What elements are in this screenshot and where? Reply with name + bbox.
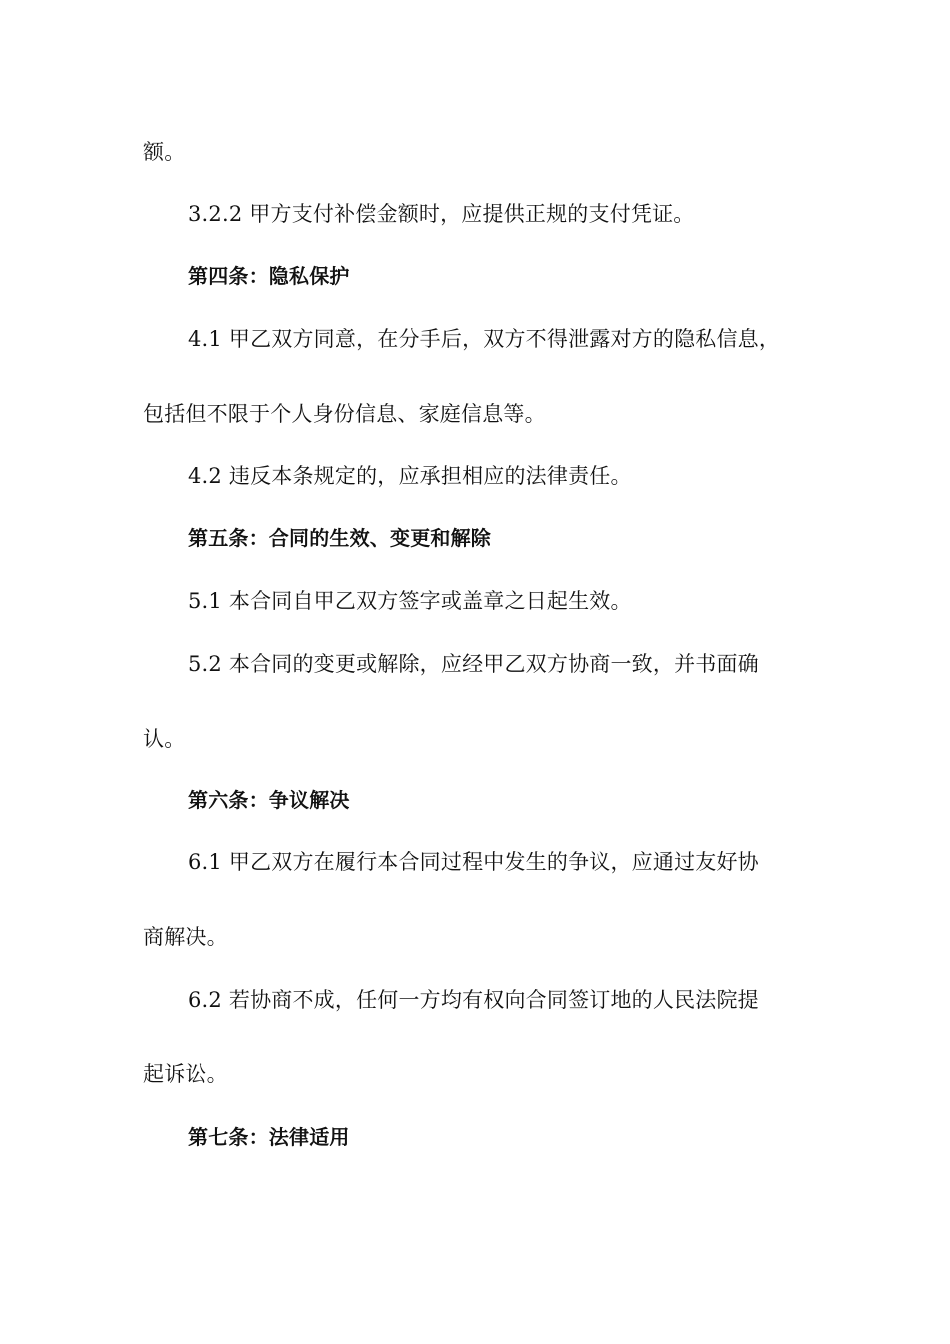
clause-6-2: 6.2 若协商不成，任何一方均有权向合同签订地的人民法院提 [188,988,759,1012]
clause-4-2: 4.2 违反本条规定的，应承担相应的法律责任。 [188,464,632,488]
clause-6-1: 6.1 甲乙双方在履行本合同过程中发生的争议，应通过友好协 [188,850,759,874]
article-4-heading: 第四条：隐私保护 [188,264,350,288]
clause-5-2: 5.2 本合同的变更或解除，应经甲乙双方协商一致，并书面确 [188,652,759,676]
clause-4-1: 4.1 甲乙双方同意，在分手后，双方不得泄露对方的隐私信息， [188,327,781,351]
text-line-amount-end: 额。 [143,140,186,164]
clause-4-1-continuation: 包括但不限于个人身份信息、家庭信息等。 [143,402,546,426]
article-5-heading: 第五条：合同的生效、变更和解除 [188,526,491,550]
clause-5-1: 5.1 本合同自甲乙双方签字或盖章之日起生效。 [188,589,632,613]
clause-3-2-2: 3.2.2 甲方支付补偿金额时，应提供正规的支付凭证。 [188,202,695,226]
clause-6-1-continuation: 商解决。 [143,925,228,949]
clause-5-2-continuation: 认。 [143,727,186,751]
clause-6-2-continuation: 起诉讼。 [143,1062,228,1086]
article-7-heading: 第七条：法律适用 [188,1125,350,1149]
article-6-heading: 第六条：争议解决 [188,788,350,812]
